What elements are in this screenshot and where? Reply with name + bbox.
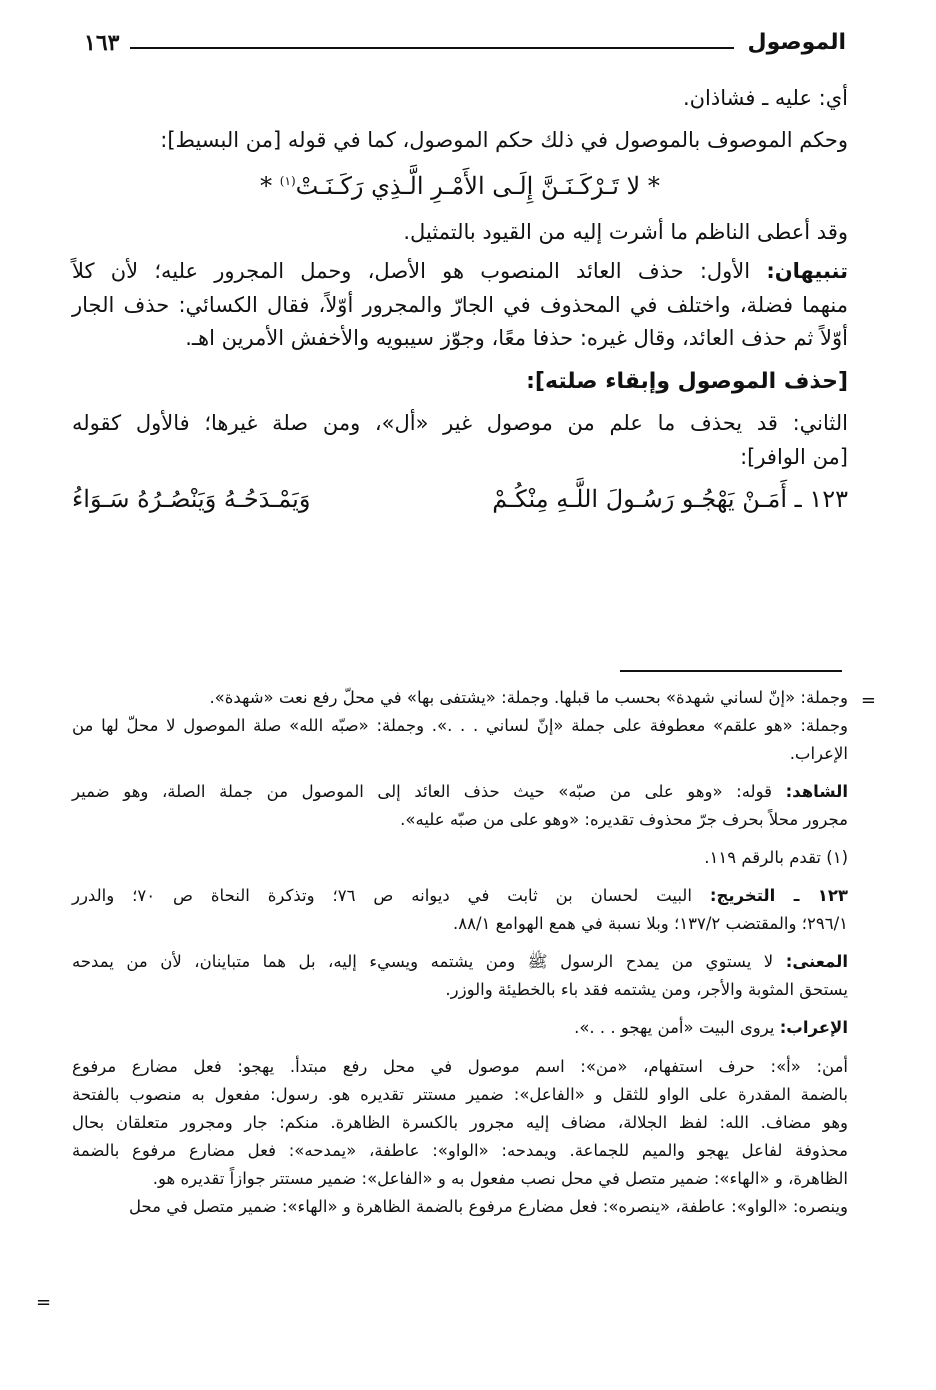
footnote-line — [72, 1014, 848, 1042]
footnote-separator — [620, 670, 842, 672]
shahid-text: قوله: «وهو على من صبّه» حيث حذف العائد إلى الموصول من جملة الصلة، وهو ضمير — [72, 782, 772, 802]
page-number: ١٦٣ — [84, 30, 120, 56]
text-line: الثاني: قد يحذف ما علم من موصول غير «أل»، ومن صلة غيرها؛ فالأول كقوله — [72, 411, 848, 436]
mana-label: المعنى: — [785, 952, 848, 972]
header-rule — [130, 47, 734, 49]
footnote-line: الإعراب. — [789, 744, 848, 764]
footnote-line: وهو مضاف. الله: لفظ الجلالة، مضاف إليه مجرور بالكسرة الظاهرة. منكم: جار ومجرور متعلقان بحال — [72, 1112, 848, 1132]
continuation-mark: = — [860, 690, 876, 711]
verse-hemistich-second: وَيَمْـدَحُـهُ وَيَنْصُـرُهُ سَـوَاءُ — [72, 485, 311, 514]
mana-text: لا يستوي من يمدح الرسول ﷺ ومن يشتمه ويسيء إليه، بل هما متباينان، لأن من يمدحه — [72, 952, 774, 972]
running-header — [84, 30, 846, 70]
text-line: منهما فضلة، واختلف في المحذوف في الجارّ والمجرور أوّلاً، فقال الكسائي: حذف الجار — [72, 292, 848, 317]
verse-hemistich-first: ١٢٣ ـ أَمَـنْ يَهْجُـو رَسُـولَ اللَّـهِ مِنْكُـمْ — [492, 485, 848, 514]
footnote-line — [72, 948, 848, 976]
irab-intro: يروى البيت «أمن يهجو . . .». — [574, 1018, 775, 1038]
tanbih-label: تنبيهان: — [766, 259, 848, 284]
footnote-line: وجملة: «إنّ لساني شهدة» بحسب ما قبلها. وجملة: «يشتفى بها» في محلّ رفع نعت «شهدة». — [209, 688, 848, 707]
footnote-line: يستحق المثوبة والأجر، ومن يشتمه فقد باء بالخطيئة والوزر. — [445, 980, 848, 1000]
footnote-line: ٢٩٦/١؛ والمقتضب ١٣٧/٢؛ وبلا نسبة في همع الهوامع ٨٨/١. — [452, 914, 848, 934]
footnote-line: وجملة: «هو علقم» معطوفة على جملة «إنّ لساني . . .». وجملة: «صبّه الله» صلة الموصول لا محلّ لها من — [72, 716, 848, 736]
irab-label: الإعراب: — [779, 1018, 848, 1038]
section-heading: [حذف الموصول وإبقاء صلته]: — [526, 368, 848, 394]
tanbih-text: الأول: حذف العائد المنصوب هو الأصل، وحمل المجرور عليه؛ لأن كلاً — [72, 259, 751, 284]
main-text — [72, 82, 848, 519]
shahid-label: الشاهد: — [785, 782, 848, 802]
verse-123 — [72, 480, 848, 518]
continuation-mark: = — [36, 1292, 52, 1313]
takhrij-label: ١٢٣ ـ التخريج: — [709, 886, 848, 906]
footnote-line: (١) تقدم بالرقم ١١٩. — [704, 848, 848, 868]
verse-line — [72, 167, 848, 205]
chapter-title: الموصول — [747, 30, 846, 55]
footnote-line: بالضمة المقدرة على الواو للثقل و «الفاعل»: ضمير مستتر تقديره هو. رسول: مفعول به منصوب بالفتحة — [72, 1084, 848, 1104]
footnotes — [72, 684, 848, 1221]
text-line: وحكم الموصوف بالموصول في ذلك حكم الموصول، كما في قوله [من البسيط]: — [160, 127, 848, 152]
text-line — [72, 255, 848, 289]
footnote-line: مجرور محلاً بحرف جرّ محذوف تقديره: «وهو على من صبّه عليه». — [400, 810, 848, 830]
footnote-line: وينصره: «الواو»: عاطفة، «ينصره»: فعل مضارع مرفوع بالضمة الظاهرة و «الهاء»: ضمير متصل في محل — [128, 1196, 848, 1216]
text-line: أي: عليه ـ فشاذان. — [682, 86, 848, 110]
takhrij-text: البيت لحسان بن ثابت في ديوانه ص ٧٦؛ وتذكرة النحاة ص ٧٠؛ والدرر — [72, 886, 692, 906]
verse-text: * لا تَـرْكَـنَـنَّ إِلَـى الأَمْـرِ الَّـذِي رَكَـنَـتْ — [295, 172, 660, 201]
text-line: [من الوافر]: — [740, 444, 848, 469]
verse-end-mark: * — [260, 172, 273, 201]
footnote-line: أمن: «أ»: حرف استفهام، «من»: اسم موصول في محل رفع مبتدأ. يهجو: فعل مضارع مرفوع — [72, 1056, 848, 1076]
text-line: وقد أعطى الناظم ما أشرت إليه من القيود بالتمثيل. — [403, 219, 848, 244]
footnote-line: الظاهرة، و «الهاء»: ضمير متصل في محل نصب مفعول به و «الفاعل»: ضمير مستتر جوازاً تقديره هو. — [152, 1168, 848, 1188]
footnote-line — [72, 778, 848, 806]
footnote-line — [72, 882, 848, 910]
footnote-ref: (١) — [279, 174, 296, 189]
footnote-line: محذوفة لفاعل يهجو والميم للجماعة. ويمدحه: «الواو»: عاطفة، «يمدحه»: فعل مضارع مرفوع بالضمة — [72, 1140, 848, 1160]
text-line: أوّلاً ثم حذف العائد، وقال غيره: حذفا معًا، وجوّز سيبويه والأخفش الأمرين اهـ. — [185, 326, 848, 351]
